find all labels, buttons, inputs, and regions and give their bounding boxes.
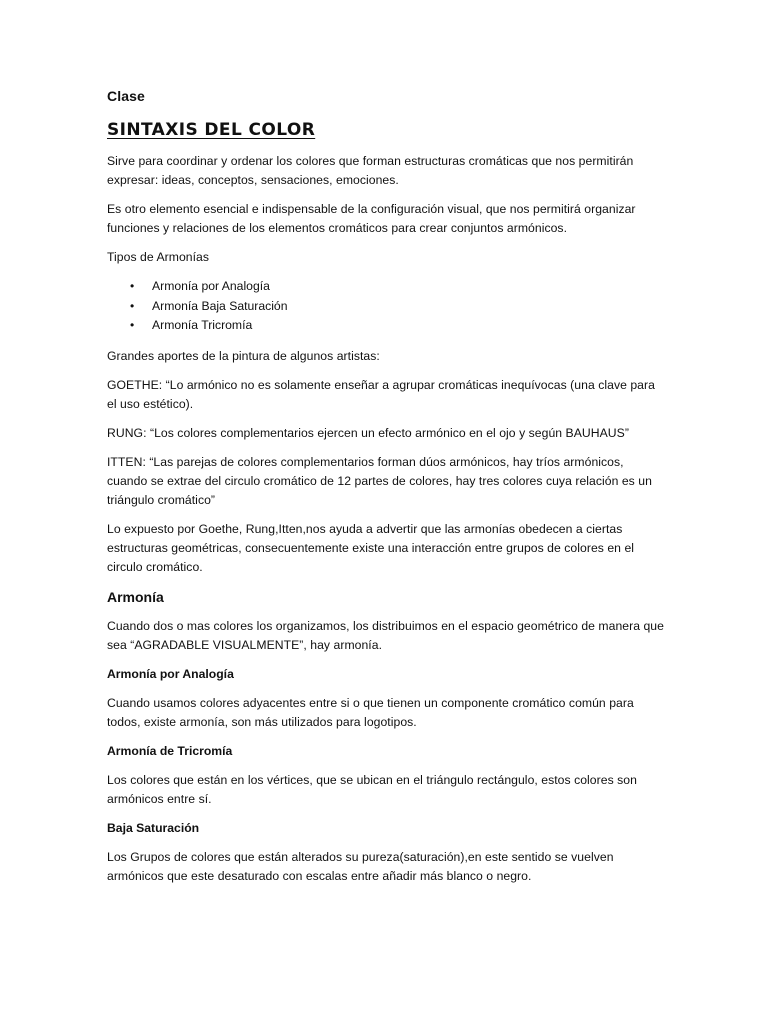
paragraph-types-heading: Tipos de Armonías [107, 250, 210, 264]
paragraph-rung: RUNG: “Los colores complementarios ejercen un efecto armónico en el ojo y según BAUHAUS” [107, 425, 629, 440]
list-item-text: Armonía por Analogía [152, 279, 270, 293]
paragraph-itten: ITTEN: “Las parejas de colores complementarios forman dúos armónicos, hay tríos armónicos, cuando se extrae del circulo cromático de 12 partes de colores, hay tres colores cuya relación es un triángulo cromático” [107, 454, 652, 507]
list-item [107, 277, 667, 297]
subsection-heading: Baja Saturación [107, 820, 200, 835]
paragraph-definition: Es otro elemento esencial e indispensable de la configuración visual, que nos permitirá organizar funciones y relaciones de los elementos cromáticos para crear conjuntos armónicos. [107, 202, 636, 235]
list-item-text: Armonía Baja Saturación [152, 298, 288, 313]
paragraph-summary: Lo expuesto por Goethe, Rung,Itten,nos ayuda a advertir que las armonías obedecen a ciertas estructuras geométricas, consecuentemente existe una interacción entre grupos de colores en el circulo cromático. [107, 521, 635, 574]
list-item [107, 297, 667, 317]
section-heading: Armonía [107, 588, 164, 605]
subsection-text: Los Grupos de colores que están alterados su pureza(saturación),en este sentido se vuelven armónicos que este desaturado con escalas entre añadir más blanco o negro. [107, 849, 614, 883]
harmony-types-list [107, 277, 667, 336]
paragraph-goethe: GOETHE: “Lo armónico no es solamente enseñar a agrupar cromáticas inequívocas (una clave para el uso estético). [107, 377, 655, 411]
bullet-icon: • [130, 318, 135, 332]
bullet-icon: • [130, 279, 135, 293]
list-item-text: Armonía Tricromía [152, 318, 253, 332]
subsection-text: Los colores que están en los vértices, que se ubican en el triángulo rectángulo, estos colores son armónicos entre sí. [107, 772, 637, 806]
document-title: SINTAXIS DEL COLOR [107, 120, 316, 140]
list-item [107, 316, 667, 336]
paragraph-artists-intro: Grandes aportes de la pintura de algunos artistas: [107, 348, 380, 363]
document-label: Clase [107, 88, 145, 104]
document-page [107, 88, 667, 896]
bullet-icon: • [130, 298, 135, 313]
paragraph-intro: Sirve para coordinar y ordenar los colores que forman estructuras cromáticas que nos permitirán expresar: ideas, conceptos, sensaciones, emociones. [107, 154, 634, 187]
section-intro: Cuando dos o mas colores los organizamos, los distribuimos en el espacio geométrico de manera que sea “AGRADABLE VISUALMENTE”, hay armonía. [107, 618, 664, 652]
subsection-heading: Armonía por Analogía [107, 666, 234, 681]
subsection-heading: Armonía de Tricromía [107, 743, 233, 758]
subsection-text: Cuando usamos colores adyacentes entre si o que tienen un componente cromático común para todos, existe armonía, son más utilizados para logotipos. [107, 695, 634, 729]
